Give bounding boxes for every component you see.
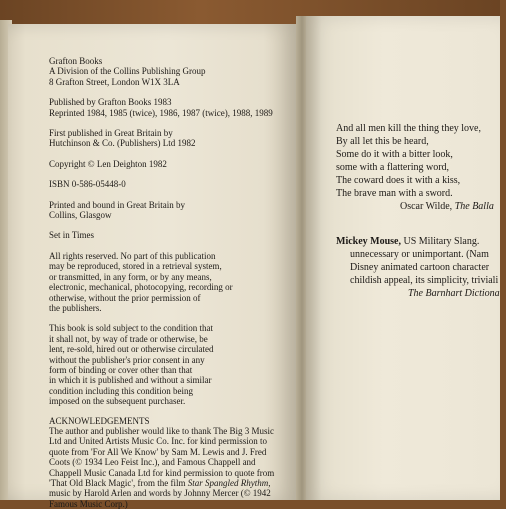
rights-line: electronic, mechanical, photocopying, recording or	[49, 282, 233, 293]
entry-label: US Military Slang.	[401, 236, 480, 247]
entry-line: unnecessary or unimportant. (Nam	[350, 249, 489, 260]
acknowledgements-line: Chappell Music Canada Ltd for kind permission to quote from	[49, 467, 275, 478]
copyright-block	[49, 159, 294, 169]
condition-line: This book is sold subject to the condition that	[49, 323, 213, 334]
acknowledgements-line: Ltd and United Artists Music Co. Inc. for kind permission to	[49, 436, 267, 447]
printer-line: Collins, Glasgow	[49, 210, 112, 221]
publisher-block	[49, 56, 294, 87]
acknowledgements-line: Famous Music Corp.)	[49, 498, 128, 509]
poem-line: And all men kill the thing they love,	[336, 123, 481, 134]
rights-line: may be reproduced, stored in a retrieval system,	[49, 261, 222, 272]
acknowledgements-block	[49, 416, 294, 509]
reprinted-line: Reprinted 1984, 1985 (twice), 1986, 1987 (twice), 1988, 1989	[49, 107, 273, 118]
rights-line: the publishers.	[49, 302, 102, 313]
typeface-block	[49, 230, 294, 240]
poem-line: By all let this be heard,	[336, 136, 429, 147]
copyright-page-text	[49, 56, 294, 509]
condition-block	[49, 323, 294, 406]
condition-line: lent, re-sold, hired out or otherwise circulated	[49, 344, 214, 355]
acknowledgements-heading: ACKNOWLEDGEMENTS	[49, 415, 150, 426]
condition-line: it shall not, by way of trade or otherwise, be	[49, 333, 208, 344]
poem-author: Oscar Wilde,	[400, 201, 453, 212]
poem-line: The coward does it with a kiss,	[336, 175, 461, 186]
rights-line: otherwise, without the prior permission of	[49, 292, 201, 303]
isbn-line: ISBN 0-586-05448-0	[49, 179, 126, 190]
printed-line: Printed and bound in Great Britain by	[49, 199, 185, 210]
first-published-line: First published in Great Britain by	[49, 128, 173, 139]
publisher-name: Grafton Books	[49, 56, 103, 66]
condition-line: without the publisher's prior consent in any	[49, 354, 205, 365]
entry-term: Mickey Mouse,	[336, 236, 401, 247]
first-publisher-line: Hutchinson & Co. (Publishers) Ltd 1982	[49, 138, 196, 149]
film-title: Star Spangled Rhythm,	[187, 478, 271, 488]
poem-attribution	[336, 200, 506, 213]
condition-line: condition including this condition being	[49, 385, 193, 396]
entry-line: childish appeal, its simplicity, triviali	[350, 275, 499, 286]
entry-first-line	[336, 235, 506, 248]
published-line: Published by Grafton Books 1983	[49, 97, 172, 108]
entry-source: The Barnhart Dictiona	[408, 288, 500, 299]
rights-block	[49, 251, 294, 313]
first-published-block	[49, 128, 294, 149]
epigraph-page-text	[336, 122, 506, 300]
acknowledgements-line: The author and publisher would like to thank The Big 3 Music	[49, 425, 275, 436]
published-block	[49, 97, 294, 118]
publisher-address: 8 Grafton Street, London W1X 3LA	[49, 76, 180, 87]
rights-line: All rights reserved. No part of this publication	[49, 250, 216, 261]
poem-line: Some do it with a bitter look,	[336, 149, 453, 160]
poem-line: The brave man with a sword.	[336, 188, 453, 199]
set-in-line: Set in Times	[49, 230, 95, 241]
rights-line: or transmitted, in any form, or by any means,	[49, 271, 212, 282]
dictionary-entry	[336, 235, 506, 300]
acknowledgements-line: Coots (© 1934 Leo Feist Inc.), and Famous Chappell and	[49, 457, 256, 468]
copyright-line: Copyright © Len Deighton 1982	[49, 158, 167, 169]
poem-work: The Balla	[454, 201, 494, 212]
isbn-block	[49, 179, 294, 189]
condition-line: in which it is published and without a similar	[49, 375, 212, 386]
acknowledgements-text: 'That Old Black Magic', from the film	[49, 478, 186, 488]
printed-block	[49, 200, 294, 221]
acknowledgements-line: music by Harold Arlen and words by Johnny Mercer (© 1942	[49, 488, 271, 499]
acknowledgements-line	[49, 478, 294, 488]
condition-line: form of binding or cover other than that	[49, 364, 193, 375]
publisher-division: A Division of the Collins Publishing Group	[49, 66, 206, 77]
poem-line: some with a flattering word,	[336, 162, 450, 173]
entry-line: Disney animated cartoon character	[350, 262, 490, 273]
acknowledgements-line: quote from 'For All We Know' by Sam M. Lewis and J. Fred	[49, 446, 267, 457]
condition-line: imposed on the subsequent purchaser.	[49, 396, 186, 407]
